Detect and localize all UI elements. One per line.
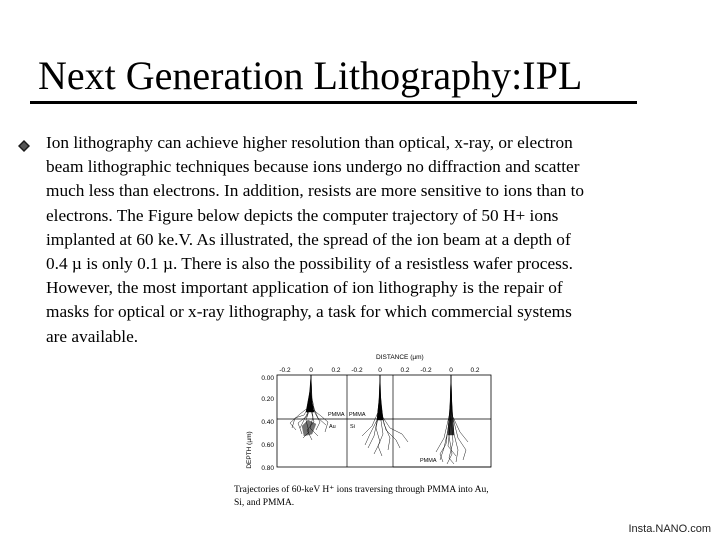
x-tick-label: 0.2	[331, 367, 341, 374]
x-tick-label: -0.2	[420, 367, 432, 374]
layer-label: PMMA	[328, 412, 345, 418]
y-axis-title: DEPTH (µm)	[246, 431, 253, 469]
x-tick-label: -0.2	[279, 367, 291, 374]
body-paragraph	[46, 131, 686, 349]
y-tick-label: 0.20	[261, 396, 274, 403]
x-tick-label: 0.2	[470, 367, 480, 374]
body-line: 0.4 µ is only 0.1 µ. There is also the possibility of a resistless wafer process.	[46, 254, 573, 274]
x-axis-title: DISTANCE (µm)	[376, 354, 424, 361]
x-tick-label: 0	[309, 367, 313, 374]
x-tick-label: 0	[378, 367, 382, 374]
x-tick-label: 0.2	[400, 367, 410, 374]
body-line: implanted at 60 ke.V. As illustrated, the spread of the ion beam at a depth of	[46, 229, 571, 249]
body-line: Ion lithography can achieve higher resolution than optical, x-ray, or electron	[46, 133, 573, 152]
y-tick-label: 0.00	[261, 375, 274, 382]
body-line: masks for optical or x-ray lithography, a task for which commercial systems	[46, 302, 572, 322]
y-tick-label: 0.60	[261, 442, 274, 449]
body-line: beam lithographic techniques because ions undergo no diffraction and scatter	[46, 157, 580, 177]
footer-watermark: Insta.NANO.com	[628, 523, 711, 535]
x-tick-label: -0.2	[351, 367, 363, 374]
figure-caption	[234, 484, 554, 510]
trajectory-cluster-pmma	[436, 375, 468, 464]
layer-label: PMMA	[420, 458, 437, 464]
caption-line: Trajectories of 60-keV H⁺ ions traversing through PMMA into Au,	[234, 485, 489, 495]
slide-title: Next Generation Lithography:IPL	[38, 53, 583, 98]
layer-label: Au	[329, 424, 336, 430]
body-line: are available.	[46, 326, 139, 346]
layer-label: PMMA	[349, 412, 366, 418]
body-line: electrons. The Figure below depicts the computer trajectory of 50 H+ ions	[46, 205, 559, 225]
title-underline	[30, 101, 637, 104]
trajectory-cluster-au	[290, 375, 328, 440]
x-tick-label: 0	[449, 367, 453, 374]
y-tick-label: 0.80	[261, 465, 274, 472]
diamond-bullet-icon	[18, 140, 30, 152]
body-line: However, the most important application of ion lithography is the repair of	[46, 278, 563, 298]
caption-line: Si, and PMMA.	[234, 498, 295, 508]
layer-label: Si	[350, 424, 355, 430]
trajectory-cluster-si	[362, 375, 408, 456]
body-line: much less than electrons. In addition, resists are more sensitive to ions than to	[46, 181, 585, 201]
y-tick-label: 0.40	[261, 419, 274, 426]
